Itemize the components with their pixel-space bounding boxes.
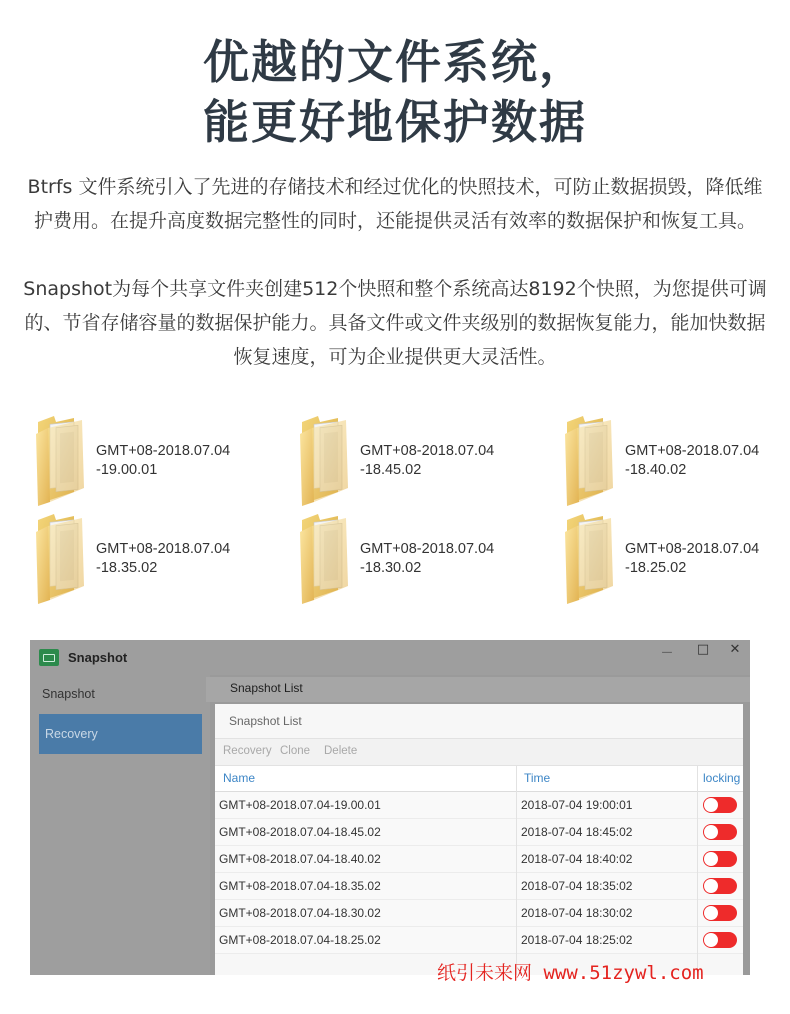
row-time: 2018-07-04 19:00:01 (521, 798, 633, 812)
row-name: GMT+08-2018.07.04-18.30.02 (219, 906, 381, 920)
locking-toggle[interactable] (703, 824, 737, 840)
snapshot-folder[interactable] (563, 512, 790, 608)
toggle-knob (704, 933, 718, 947)
folder-icon (563, 512, 623, 604)
toggle-knob (704, 879, 718, 893)
table-row[interactable] (215, 819, 743, 846)
description-paragraph-2: Snapshot为每个共享文件夹创建512个快照和整个系统高达8192个快照，为您提供可调的、节省存储容量的数据保护能力。具备文件或文件夹级别的数据恢复能力，能加快数据恢复速度，可为企业提供更大灵活性。 (23, 278, 767, 368)
column-header-name[interactable]: Name (223, 771, 256, 785)
folder-icon (34, 512, 94, 604)
toggle-knob (704, 825, 718, 839)
delete-button[interactable]: Delete (324, 745, 358, 757)
snapshot-list-panel (215, 704, 743, 975)
toggle-knob (704, 906, 718, 920)
snapshot-folder[interactable] (298, 414, 548, 510)
clone-button[interactable]: Clone (280, 745, 311, 757)
table-row[interactable] (215, 846, 743, 873)
content-header-title: Snapshot List (230, 681, 303, 695)
column-divider (516, 766, 517, 975)
close-button[interactable]: ✕ (729, 642, 741, 657)
headline-line-1: 优越的文件系统， (203, 35, 587, 89)
window-title: Snapshot (68, 650, 128, 665)
locking-toggle[interactable] (703, 932, 737, 948)
locking-toggle[interactable] (703, 851, 737, 867)
table-row[interactable] (215, 873, 743, 900)
headline-line-2: 能更好地保护数据 (203, 95, 587, 149)
folder-label: GMT+08-2018.07.04 -18.45.02 (360, 443, 495, 478)
toggle-knob (704, 798, 718, 812)
panel-title: Snapshot List (229, 714, 302, 728)
folder-label: GMT+08-2018.07.04 -19.00.01 (96, 443, 231, 478)
row-name: GMT+08-2018.07.04-18.40.02 (219, 852, 381, 866)
table-row[interactable] (215, 792, 743, 819)
snapshot-folder[interactable] (298, 512, 548, 608)
snapshot-folder[interactable] (563, 414, 790, 510)
folder-icon (298, 512, 358, 604)
locking-toggle[interactable] (703, 878, 737, 894)
toggle-knob (704, 852, 718, 866)
locking-toggle[interactable] (703, 797, 737, 813)
column-divider (697, 766, 698, 975)
snapshot-window (30, 640, 750, 975)
table-header (215, 766, 743, 792)
table-row[interactable] (215, 927, 743, 954)
maximize-button[interactable]: □ (696, 642, 710, 657)
description-paragraph-1: Btrfs 文件系统引入了先进的存储技术和经过优化的快照技术，可防止数据损毁，降低维护费用。在提升高度数据完整性的同时，还能提供灵活有效率的数据保护和恢复工具。 (27, 176, 763, 232)
row-time: 2018-07-04 18:45:02 (521, 825, 633, 839)
folder-label: GMT+08-2018.07.04 -18.30.02 (360, 541, 495, 576)
folder-label: GMT+08-2018.07.04 -18.25.02 (625, 541, 760, 576)
snapshot-app-icon (39, 649, 59, 666)
folder-icon (298, 414, 358, 506)
locking-toggle[interactable] (703, 905, 737, 921)
row-name: GMT+08-2018.07.04-19.00.01 (219, 798, 381, 812)
row-time: 2018-07-04 18:40:02 (521, 852, 633, 866)
row-time: 2018-07-04 18:35:02 (521, 879, 633, 893)
row-name: GMT+08-2018.07.04-18.25.02 (219, 933, 381, 947)
minimize-button[interactable]: － (660, 646, 674, 661)
snapshot-toolbar (215, 738, 743, 766)
row-name: GMT+08-2018.07.04-18.45.02 (219, 825, 381, 839)
window-titlebar[interactable] (30, 640, 750, 674)
column-header-time[interactable]: Time (524, 771, 551, 785)
table-row[interactable] (215, 900, 743, 927)
folder-label: GMT+08-2018.07.04 -18.35.02 (96, 541, 231, 576)
folder-icon (34, 414, 94, 506)
snapshot-folder[interactable] (34, 512, 284, 608)
sidebar-item-recovery[interactable]: Recovery (39, 714, 202, 754)
sidebar-item-snapshot[interactable]: Snapshot (42, 687, 95, 701)
row-time: 2018-07-04 18:30:02 (521, 906, 633, 920)
folder-label: GMT+08-2018.07.04 -18.40.02 (625, 443, 760, 478)
column-header-locking[interactable]: locking (703, 771, 741, 785)
folder-icon (563, 414, 623, 506)
recovery-button[interactable]: Recovery (223, 745, 272, 757)
watermark: 纸引未来网 www.51zywl.com (437, 962, 704, 984)
snapshot-folder[interactable] (34, 414, 284, 510)
row-name: GMT+08-2018.07.04-18.35.02 (219, 879, 381, 893)
row-time: 2018-07-04 18:25:02 (521, 933, 633, 947)
